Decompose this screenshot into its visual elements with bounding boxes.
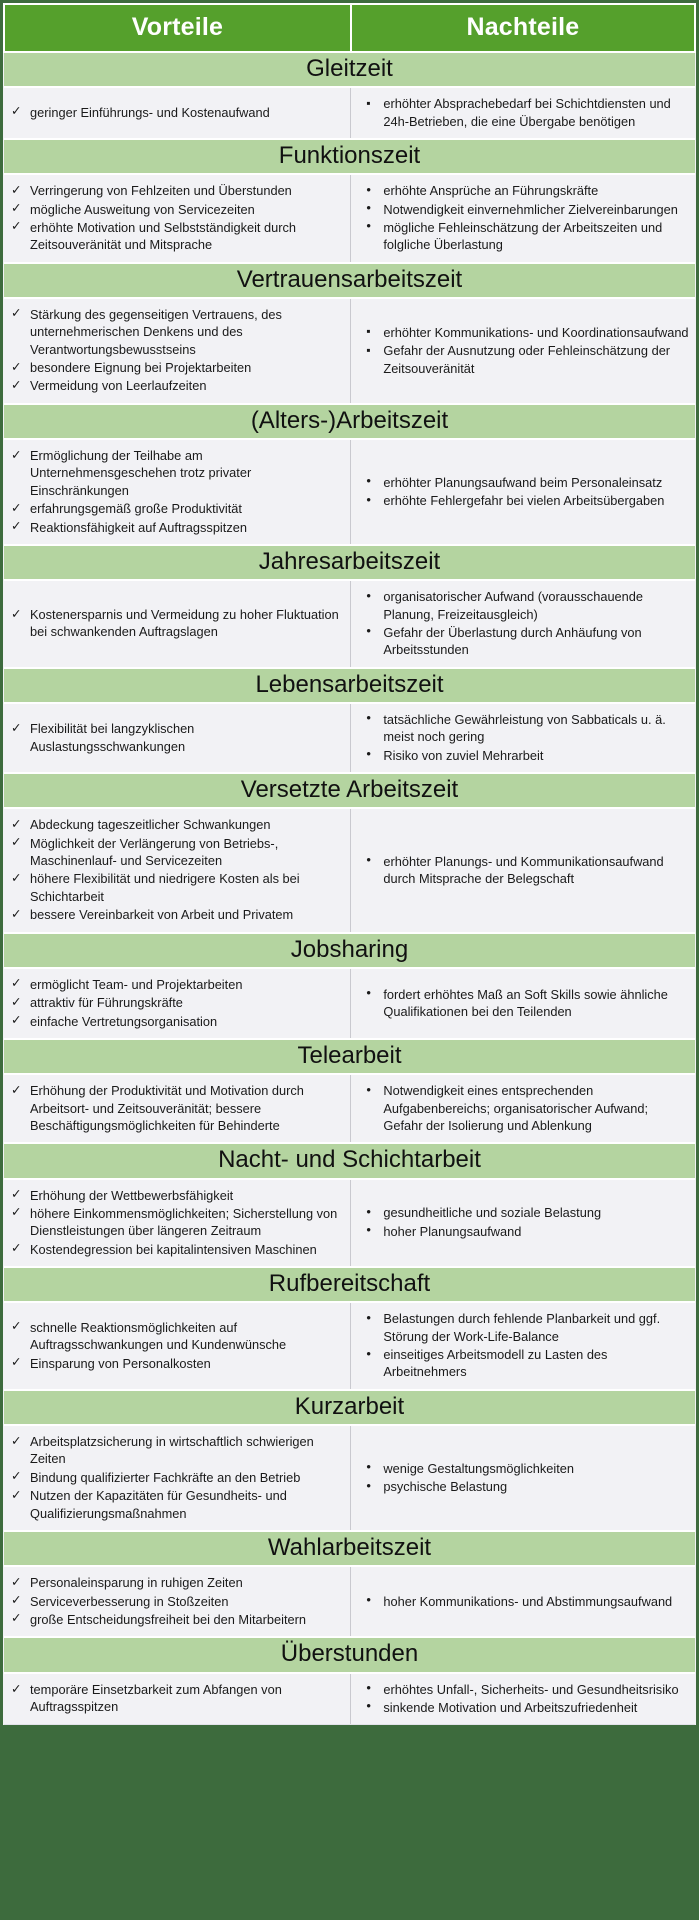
- section-content-row: [4, 87, 695, 139]
- advantage-item: ✓ erfahrungsgemäß große Produktivität: [8, 500, 344, 517]
- disadvantages-cell: [351, 1302, 695, 1390]
- advantage-item: ✓ Möglichkeit der Verlängerung von Betriebs-, Maschinenlauf- und Servicezeiten: [8, 835, 344, 870]
- section-title: Überstunden: [4, 1637, 695, 1672]
- advantage-item: ✓ besondere Eignung bei Projektarbeiten: [8, 359, 344, 376]
- section-title-row: [4, 1390, 695, 1425]
- advantage-item: ✓ Erhöhung der Produktivität und Motivation durch Arbeitsort- und Zeitsouveränität; bessere Beschäftigungsmöglichkeiten für Behinderte: [8, 1082, 344, 1134]
- section-title: Jahresarbeitszeit: [4, 545, 695, 580]
- disadvantages-list: [361, 1310, 689, 1381]
- disadvantages-cell: [351, 968, 695, 1039]
- disadvantages-cell: [351, 580, 695, 668]
- section-title: Gleitzeit: [4, 52, 695, 87]
- disadvantages-cell: [351, 703, 695, 773]
- disadvantages-list: [361, 711, 689, 764]
- section-title-row: [4, 1267, 695, 1302]
- advantage-item: ✓ Nutzen der Kapazitäten für Gesundheits- und Qualifizierungsmaßnahmen: [8, 1487, 344, 1522]
- section-content-row: [4, 968, 695, 1039]
- disadvantage-item: • Gefahr der Überlastung durch Anhäufung von Arbeitsstunden: [361, 624, 689, 659]
- section-title: Telearbeit: [4, 1039, 695, 1074]
- advantage-item: ✓ attraktiv für Führungskräfte: [8, 994, 344, 1011]
- disadvantages-cell: [351, 1566, 695, 1637]
- disadvantage-item: • erhöhte Fehlergefahr bei vielen Arbeitsübergaben: [361, 492, 689, 509]
- advantage-item: ✓ Verringerung von Fehlzeiten und Überstunden: [8, 182, 344, 199]
- advantages-cell: [4, 87, 351, 139]
- advantage-item: ✓ Kostendegression bei kapitalintensiven Maschinen: [8, 1241, 344, 1258]
- disadvantages-cell: [351, 1673, 695, 1725]
- disadvantage-item: • mögliche Fehleinschätzung der Arbeitszeiten und folgliche Überlastung: [361, 219, 689, 254]
- disadvantages-list: [361, 324, 689, 377]
- advantages-cell: [4, 1074, 351, 1143]
- advantage-item: ✓ Einsparung von Personalkosten: [8, 1355, 344, 1372]
- advantages-list: [8, 1433, 344, 1522]
- advantages-cell: [4, 1425, 351, 1531]
- section-title-row: [4, 1143, 695, 1178]
- disadvantages-cell: [351, 174, 695, 263]
- section-title-row: [4, 773, 695, 808]
- bottom-band: [0, 1725, 699, 1751]
- advantage-item: ✓ Ermöglichung der Teilhabe am Unternehmensgeschehen trotz privater Einschränkungen: [8, 447, 344, 499]
- disadvantage-item: • hoher Kommunikations- und Abstimmungsaufwand: [361, 1593, 689, 1610]
- advantage-item: ✓ Flexibilität bei langzyklischen Auslastungsschwankungen: [8, 720, 344, 755]
- advantages-cell: [4, 1673, 351, 1725]
- column-header-advantages: Vorteile: [4, 4, 351, 52]
- advantage-item: ✓ Arbeitsplatzsicherung in wirtschaftlich schwierigen Zeiten: [8, 1433, 344, 1468]
- advantages-list: [8, 1187, 344, 1259]
- disadvantages-list: [361, 1460, 689, 1496]
- disadvantage-item: • erhöhte Ansprüche an Führungskräfte: [361, 182, 689, 199]
- advantage-item: ✓ Serviceverbesserung in Stoßzeiten: [8, 1593, 344, 1610]
- advantages-cell: [4, 580, 351, 668]
- disadvantages-cell: [351, 808, 695, 932]
- advantage-item: ✓ Kostenersparnis und Vermeidung zu hoher Fluktuation bei schwankenden Auftragslagen: [8, 606, 344, 641]
- disadvantages-list: [361, 986, 689, 1021]
- advantages-cell: [4, 439, 351, 545]
- section-title: Vertrauensarbeitszeit: [4, 263, 695, 298]
- section-title: Jobsharing: [4, 933, 695, 968]
- advantage-item: ✓ Abdeckung tageszeitlicher Schwankungen: [8, 816, 344, 833]
- section-content-row: [4, 1074, 695, 1143]
- section-title-row: [4, 139, 695, 174]
- disadvantage-item: ▪ Gefahr der Ausnutzung oder Fehleinschätzung der Zeitsouveränität: [361, 342, 689, 377]
- advantages-list: [8, 720, 344, 755]
- advantage-item: ✓ Bindung qualifizierter Fachkräfte an den Betrieb: [8, 1469, 344, 1486]
- disadvantages-cell: [351, 1074, 695, 1143]
- advantages-list: [8, 447, 344, 536]
- advantage-item: ✓ Erhöhung der Wettbewerbsfähigkeit: [8, 1187, 344, 1204]
- advantages-list: [8, 1574, 344, 1628]
- advantages-cell: [4, 1179, 351, 1268]
- disadvantage-item: • tatsächliche Gewährleistung von Sabbaticals u. ä. meist noch gering: [361, 711, 689, 746]
- disadvantage-item: • wenige Gestaltungsmöglichkeiten: [361, 1460, 689, 1477]
- disadvantage-item: • Notwendigkeit einvernehmlicher Zielvereinbarungen: [361, 201, 689, 218]
- advantage-item: ✓ temporäre Einsetzbarkeit zum Abfangen von Auftragsspitzen: [8, 1681, 344, 1716]
- disadvantages-list: [361, 1681, 689, 1717]
- disadvantage-item: • erhöhter Planungs- und Kommunikationsaufwand durch Mitsprache der Belegschaft: [361, 853, 689, 888]
- table-header: [4, 4, 695, 52]
- advantage-item: ✓ erhöhte Motivation und Selbstständigkeit durch Zeitsouveränität und Mitsprache: [8, 219, 344, 254]
- disadvantages-cell: [351, 298, 695, 404]
- section-content-row: [4, 439, 695, 545]
- advantages-list: [8, 182, 344, 254]
- header-row: [4, 4, 695, 52]
- section-title-row: [4, 1039, 695, 1074]
- disadvantage-item: • Belastungen durch fehlende Planbarkeit und ggf. Störung der Work-Life-Balance: [361, 1310, 689, 1345]
- disadvantage-item: ▪ erhöhter Kommunikations- und Koordinationsaufwand: [361, 324, 689, 341]
- disadvantage-item: • Notwendigkeit eines entsprechenden Aufgabenbereichs; organisatorischer Aufwand; Gefahr der Isolierung und Ablenkung: [361, 1082, 689, 1134]
- disadvantage-item: • erhöhter Planungsaufwand beim Personaleinsatz: [361, 474, 689, 491]
- section-content-row: [4, 580, 695, 668]
- disadvantage-item: • Risiko von zuviel Mehrarbeit: [361, 747, 689, 764]
- advantage-item: ✓ mögliche Ausweitung von Servicezeiten: [8, 201, 344, 218]
- advantages-list: [8, 976, 344, 1030]
- advantages-list: [8, 306, 344, 395]
- section-content-row: [4, 808, 695, 932]
- section-title-row: [4, 404, 695, 439]
- advantages-cell: [4, 1302, 351, 1390]
- advantage-item: ✓ geringer Einführungs- und Kostenaufwand: [8, 104, 344, 121]
- advantages-cell: [4, 968, 351, 1039]
- section-title-row: [4, 545, 695, 580]
- column-header-disadvantages: Nachteile: [351, 4, 695, 52]
- section-content-row: [4, 1425, 695, 1531]
- advantage-item: ✓ Reaktionsfähigkeit auf Auftragsspitzen: [8, 519, 344, 536]
- disadvantage-item: • fordert erhöhtes Maß an Soft Skills sowie ähnliche Qualifikationen bei den Teilenden: [361, 986, 689, 1021]
- advantage-item: ✓ Stärkung des gegenseitigen Vertrauens, des unternehmerischen Denkens und des Verantwortungsbewusstseins: [8, 306, 344, 358]
- section-content-row: [4, 1302, 695, 1390]
- advantages-cell: [4, 808, 351, 932]
- disadvantages-list: [361, 588, 689, 659]
- disadvantage-item: • sinkende Motivation und Arbeitszufriedenheit: [361, 1699, 689, 1716]
- disadvantages-list: [361, 95, 689, 130]
- disadvantages-cell: [351, 1425, 695, 1531]
- advantage-item: ✓ ermöglicht Team- und Projektarbeiten: [8, 976, 344, 993]
- section-title-row: [4, 263, 695, 298]
- disadvantages-list: [361, 1082, 689, 1134]
- section-title: Kurzarbeit: [4, 1390, 695, 1425]
- section-title: Nacht- und Schichtarbeit: [4, 1143, 695, 1178]
- disadvantage-item: • einseitiges Arbeitsmodell zu Lasten des Arbeitnehmers: [361, 1346, 689, 1381]
- section-title-row: [4, 1531, 695, 1566]
- advantage-item: ✓ Vermeidung von Leerlaufzeiten: [8, 377, 344, 394]
- disadvantage-item: • erhöhtes Unfall-, Sicherheits- und Gesundheitsrisiko: [361, 1681, 689, 1698]
- disadvantages-list: [361, 182, 689, 254]
- disadvantages-list: [361, 1204, 689, 1240]
- advantages-list: [8, 606, 344, 641]
- advantages-list: [8, 1082, 344, 1134]
- disadvantages-cell: [351, 87, 695, 139]
- section-title: Funktionszeit: [4, 139, 695, 174]
- advantage-item: ✓ einfache Vertretungsorganisation: [8, 1013, 344, 1030]
- advantages-list: [8, 104, 344, 121]
- section-title: Rufbereitschaft: [4, 1267, 695, 1302]
- advantages-list: [8, 1319, 344, 1372]
- disadvantage-item: • psychische Belastung: [361, 1478, 689, 1495]
- section-title-row: [4, 1637, 695, 1672]
- section-content-row: [4, 1673, 695, 1725]
- section-content-row: [4, 703, 695, 773]
- disadvantages-list: [361, 474, 689, 510]
- advantages-cell: [4, 174, 351, 263]
- section-content-row: [4, 1179, 695, 1268]
- advantage-item: ✓ schnelle Reaktionsmöglichkeiten auf Auftragsschwankungen und Kundenwünsche: [8, 1319, 344, 1354]
- advantage-item: ✓ höhere Einkommensmöglichkeiten; Sicherstellung von Dienstleistungen über längeren Zeitraum: [8, 1205, 344, 1240]
- advantages-disadvantages-table: [3, 3, 696, 1725]
- disadvantages-list: [361, 1593, 689, 1610]
- advantages-cell: [4, 703, 351, 773]
- disadvantage-item: • hoher Planungsaufwand: [361, 1223, 689, 1240]
- section-content-row: [4, 298, 695, 404]
- advantages-list: [8, 816, 344, 923]
- disadvantage-item: • organisatorischer Aufwand (vorausschauende Planung, Freizeitausgleich): [361, 588, 689, 623]
- section-title-row: [4, 668, 695, 703]
- advantage-item: ✓ höhere Flexibilität und niedrigere Kosten als bei Schichtarbeit: [8, 870, 344, 905]
- section-content-row: [4, 1566, 695, 1637]
- section-title: Wahlarbeitszeit: [4, 1531, 695, 1566]
- advantages-list: [8, 1681, 344, 1716]
- section-title-row: [4, 933, 695, 968]
- section-title: (Alters-)Arbeitszeit: [4, 404, 695, 439]
- advantage-item: ✓ Personaleinsparung in ruhigen Zeiten: [8, 1574, 344, 1591]
- section-content-row: [4, 174, 695, 263]
- disadvantage-item: • gesundheitliche und soziale Belastung: [361, 1204, 689, 1221]
- section-title: Lebensarbeitszeit: [4, 668, 695, 703]
- section-title: Versetzte Arbeitszeit: [4, 773, 695, 808]
- table-body: [4, 52, 695, 1725]
- section-title-row: [4, 52, 695, 87]
- advantages-cell: [4, 298, 351, 404]
- disadvantages-cell: [351, 439, 695, 545]
- disadvantage-item: ▪ erhöhter Absprachebedarf bei Schichtdiensten und 24h-Betrieben, die eine Übergabe benötigen: [361, 95, 689, 130]
- advantages-cell: [4, 1566, 351, 1637]
- disadvantages-cell: [351, 1179, 695, 1268]
- advantage-item: ✓ große Entscheidungsfreiheit bei den Mitarbeitern: [8, 1611, 344, 1628]
- advantage-item: ✓ bessere Vereinbarkeit von Arbeit und Privatem: [8, 906, 344, 923]
- disadvantages-list: [361, 853, 689, 888]
